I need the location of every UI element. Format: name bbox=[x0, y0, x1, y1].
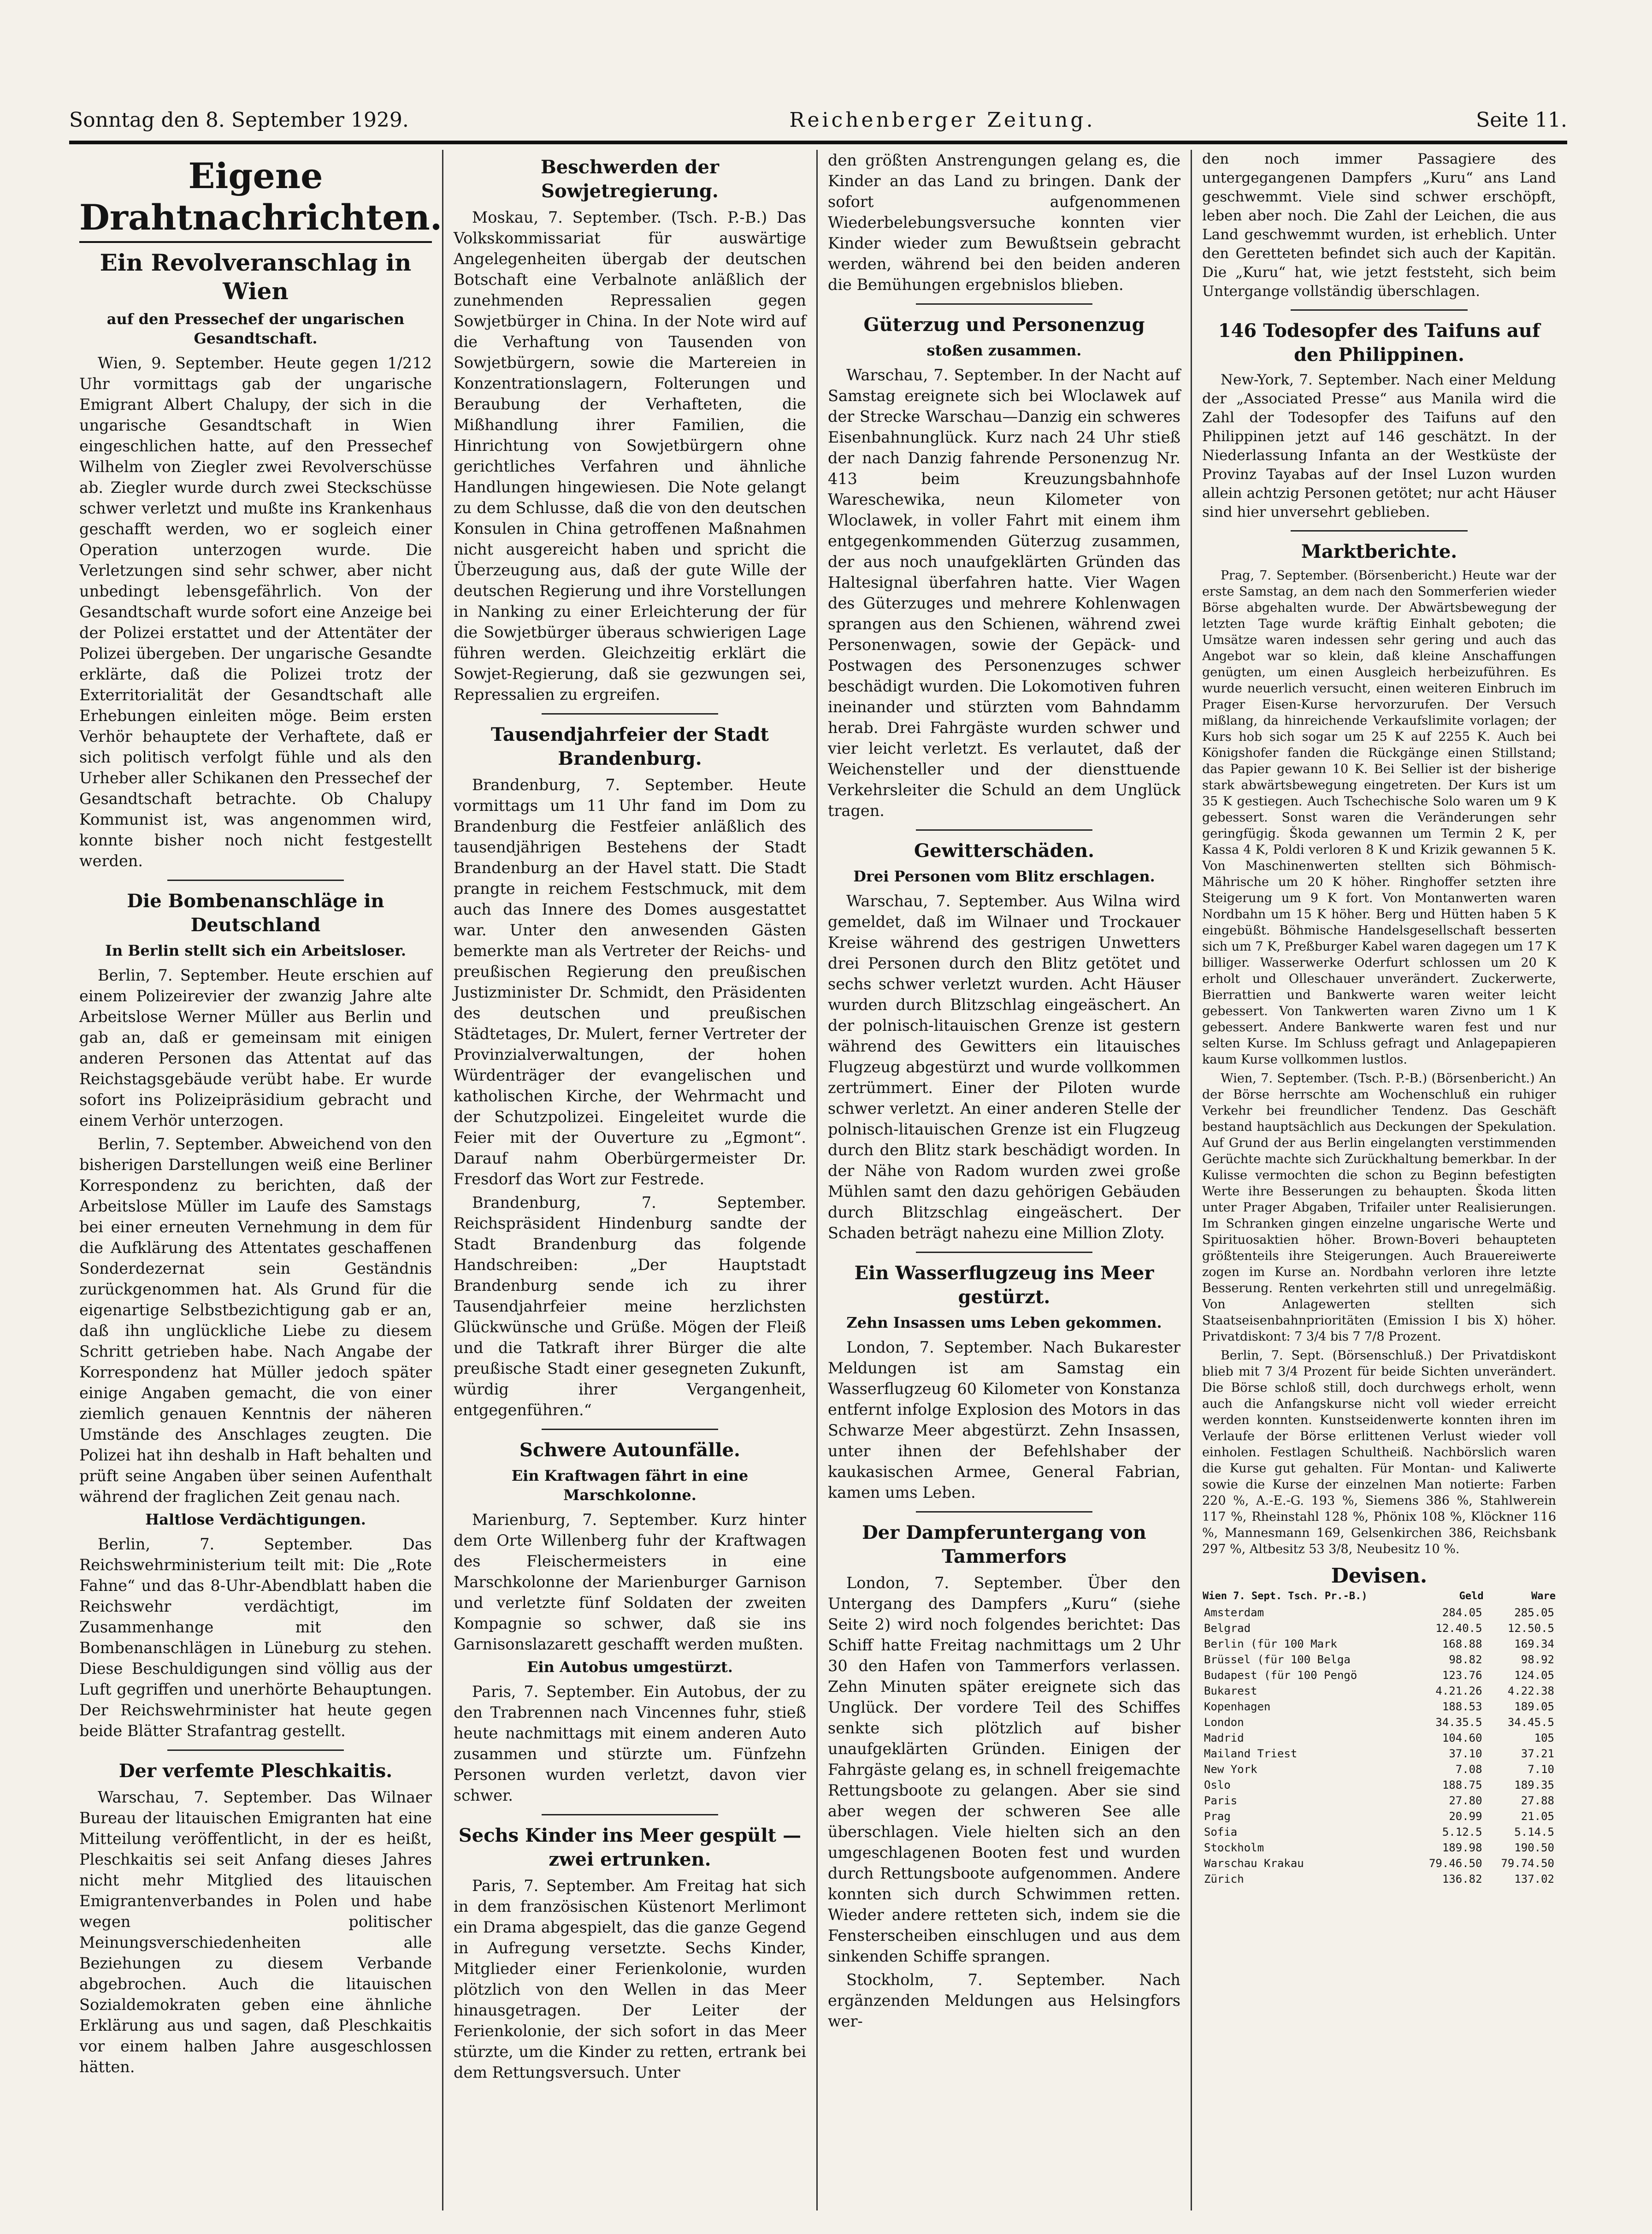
article-title: Der verfemte Pleschkaitis. bbox=[118, 1760, 393, 1782]
section-title: Eigene Drahtnachrichten. bbox=[79, 155, 432, 243]
devisen-currency: Bukarest bbox=[1204, 1684, 1257, 1697]
article-paragraph: New-York, 7. September. Nach einer Meldung der „Associated Presse“ aus Manila wird die Zahl der Todesopfer des Taifuns auf den Philippinen jetzt auf 146 geschätzt. In der Niederlassung Infanta an der Westküste der Provinz Tayabas auf der Insel Luzon wurden allein achtzig Personen getötet; nur acht Häuser sind hier unversehrt geblieben. bbox=[1202, 372, 1556, 520]
devisen-row bbox=[1202, 1824, 1556, 1840]
column-2 bbox=[443, 150, 818, 2210]
separator bbox=[1291, 309, 1468, 311]
devisen-row bbox=[1202, 1667, 1556, 1683]
article-paragraph: Berlin, 7. September. Das Reichswehrministerium teilt mit: Die „Rote Fahne“ und das 8-Uhr-Abendblatt haben die Reichswehr verdächtigt, im Zusammenhange mit den Bombenanschlägen in Lüneburg zu stehen. Diese Beschuldigungen sind völlig aus der Luft gegriffen und unerhörte Behauptungen. Der Reichswehrminister hat heute gegen beide Blätter Strafantrag gestellt. bbox=[79, 1535, 432, 1740]
article-paragraph: den größten Anstrengungen gelang es, die Kinder an das Land zu bringen. Dank der sofort aufgenommenen Wiederbelebungsversuche konnten vier Kinder wieder zum Bewußtsein gebracht werden, während bei den beiden anderen die Bemühungen ergebnislos blieben. bbox=[828, 151, 1180, 294]
devisen-header: Geld bbox=[1459, 1590, 1484, 1602]
article-title: Marktberichte. bbox=[1301, 541, 1457, 562]
article-paragraph: Prag, 7. September. (Börsenbericht.) Heute war der erste Samstag, an dem nach den Sommerferien wieder Börse abgehalten wurde. Der Abwärtsbewegung der letzten Tage wurde kräftig Einhalt geboten; die Umsätze waren indessen sehr gering und auch das Angebot war so klein, daß kleine Anschaffungen genügten, um einen Ausgleich herbeizuführen. Es wurde neuerlich versucht, einen weiteren Einbruch im Prager Eisen-Kurse hervorzurufen. Der Versuch mißlang, da hinreichende Verkaufslimite vorlagen; der Kurs hob sich sogar um 25 K auf 2255 K. Auch bei Königshofer fanden die Rückgänge einen Stillstand; das Papier gewann 10 K. Bei Sellier ist der bisherige stark abwärtsbewegung eingetreten. Der Kurs ist um 35 K gestiegen. Auch Tschechische Solo waren um 9 K gebessert. Sonst waren die Veränderungen sehr geringfügig. Škoda gewannen um Termin 2 K, per Kassa 4 K, Poldi verloren 8 K und Krizik gewannen 5 K. Von Maschinenwerten stellten sich Böhmisch-Mährische um 20 K höher. Ringhoffer setzten ihre Steigerung um 9 K fort. Von Montanwerten waren Nordbahn um 15 K höher. Berg und Hütten haben 5 K eingebüßt. Böhmische Handelsgesellschaft besserten sich um 7 K, Preßburger Kabel waren dagegen um 17 K billiger. Wasserwerke Oderfurt schlossen um 20 K erholt und Olleschauer unverändert. Zuckerwerte, Bierrattien und Bankwerte waren weiter leicht gebessert. Von Tankwerten waren Zivno um 1 K gebessert. Andere Bankwerte waren fest und nur selten Kurse. Im Schluss gefragt und Anlagepapieren kaum Kurse vollkommen lustlos. bbox=[1202, 568, 1556, 1067]
article-paragraph: Brandenburg, 7. September. Heute vormittags um 11 Uhr fand im Dom zu Brandenburg die Festfeier anläßlich des tausendjährigen Bestehens der Stadt Brandenburg an der Havel statt. Die Stadt prangte in reichem Festschmuck, mit dem auch das Innere des Domes ausgestattet war. Unter den anwesenden Gästen bemerkte man als Vertreter der Reichs- und preußischen Regierung den preußischen Justizminister Dr. Schmidt, den Präsidenten des deutschen und preußischen Städtetages, Dr. Mulert, ferner Vertreter der Provinzialverwaltungen, der hohen Würdenträger der evangelischen und katholischen Kirche, der Wehrmacht und der Schutzpolizei. Eingeleitet wurde die Feier mit der Ouverture zu „Egmont“. Darauf nahm Oberbürgermeister Dr. Fresdorf das Wort zur Festrede. bbox=[454, 776, 806, 1188]
devisen-row bbox=[1202, 1840, 1556, 1856]
article-subhead: Ein Autobus umgestürzt. bbox=[527, 1658, 733, 1676]
devisen-currency: Stockholm bbox=[1204, 1841, 1264, 1854]
devisen-ware: 12.50.5 bbox=[1507, 1622, 1554, 1635]
separator bbox=[916, 1511, 1092, 1513]
devisen-header: Ware bbox=[1531, 1590, 1556, 1602]
column-4 bbox=[1192, 150, 1566, 2210]
separator bbox=[542, 1814, 718, 1815]
article-paragraph: den noch immer Passagiere des untergegangenen Dampfers „Kuru“ ans Land geschwemmt. Viele sind schwer erschöpft, leben aber noch. Die Zahl der Leichen, die aus Land geschwemmt wurden, ist erheblich. Unter den Geretteten befindet sich auch der Kapitän. Die „Kuru“ hat, wie jetzt feststeht, sich beim Untergange vollständig überschlagen. bbox=[1202, 151, 1556, 300]
devisen-row bbox=[1202, 1652, 1556, 1667]
article-subtitle: Drei Personen vom Blitz erschlagen. bbox=[853, 868, 1155, 885]
article-paragraph: London, 7. September. Über den Untergang des Dampfers „Kuru“ (siehe Seite 2) wird noch folgendes berichtet: Das Schiff hatte Freitag nachmittags um 2 Uhr 30 den Hafen von Tammerfors verlassen. Zehn Minuten später ereignete sich das Unglück. Der vordere Teil des Schiffes senkte sich plötzlich auf bisher unaufgeklärten Gründen. Einigen der Fahrgäste gelang es, in schnell freigemachte Rettungsboote zu gelangen. Aber sie sind aber wegen der schweren See alle überschlagen. Viele hielten sich an den umgeschlagenen Booten fest und wurden durch Rettungsboote aufgenommen. Andere konnten sich durch Schwimmen retten. Wieder andere retteten sich, indem sie die Fensterscheiben einschlugen und aus dem sinkenden Schiffe sprangen. bbox=[828, 1574, 1180, 1965]
column-1 bbox=[69, 150, 443, 2210]
article-subtitle: Zehn Insassen ums Leben gekommen. bbox=[846, 1314, 1162, 1331]
article-paragraph: Paris, 7. September. Ein Autobus, der zu den Trabrennen nach Vincennes fuhr, stieß heute nachmittags mit einem anderen Auto zusammen und stürzte um. Fünfzehn Personen wurden verletzt, davon vier schwer. bbox=[454, 1683, 806, 1804]
devisen-ware: 189.05 bbox=[1514, 1700, 1554, 1713]
devisen-currency: Brüssel (für 100 Belga bbox=[1204, 1653, 1351, 1666]
devisen-currency: Berlin (für 100 Mark bbox=[1204, 1637, 1337, 1650]
separator bbox=[542, 713, 718, 715]
devisen-table bbox=[1202, 1588, 1556, 1887]
devisen-row bbox=[1202, 1714, 1556, 1730]
devisen-geld: 37.10 bbox=[1449, 1747, 1482, 1760]
article-paragraph: Warschau, 7. September. In der Nacht auf Samstag ereignete sich bei Wloclawek auf der Strecke Warschau—Danzig ein schweres Eisenbahnunglück. Kurz nach 24 Uhr stieß der nach Danzig fahrende Personenzug Nr. 413 beim Kreuzungsbahnhofe Wareschewika, neun Kilometer von Wloclawek, in voller Fahrt mit einem ihm entgegenkommenden Güterzug zusammen, der aus noch unaufgeklärten Gründen das Haltesignal überfahren hatte. Vier Wagen des Güterzuges und mehrere Kohlenwagen sprangen aus den Schienen, während zwei Personenwagen, sowie der Gepäck- und Postwagen des Personenzuges schwer beschädigt wurden. Die Lokomotiven fuhren ineinander und stürzten vom Bahndamm herab. Drei Fahrgäste wurden schwer und vier leicht verletzt. Es verlautet, daß der Weichensteller und der diensttuende Verkehrsleiter die Schuld an dem Unglück tragen. bbox=[828, 366, 1180, 820]
devisen-geld: 168.88 bbox=[1442, 1637, 1482, 1650]
separator bbox=[916, 303, 1092, 305]
article-paragraph: Moskau, 7. September. (Tsch. P.-B.) Das Volkskommissariat für auswärtige Angelegenheiten übergab der deutschen Botschaft eine Verbalnote anläßlich der zunehmenden Repressalien gegen Sowjetbürger in China. In der Note wird auf die Verhaftung von Tausenden von Sowjetbürgern, sowie die Martereien in Konzentrationslagern, Folterungen und Beraubung der Verhafteten, die Mißhandlung ihrer Familien, die Hinrichtung von Sowjetbürgern ohne gerichtliches Verfahren und ähnliche Handlungen hingewiesen. Die Note gelangt zu dem Schlusse, daß die von den deutschen Konsulen in China getroffenen Maßnahmen nicht ausgereicht haben und spricht die Überzeugung aus, daß der gute Wille der deutschen Regierung und ihre Vorstellungen in Nanking zu einer Erleichterung der für die Sowjetbürger überaus schwierigen Lage führen werden. Gleichzeitig erklärt die Sowjet-Regierung, daß sie gezwungen sei, Repressalien zu ergreifen. bbox=[454, 208, 806, 703]
devisen-ware: 137.02 bbox=[1514, 1873, 1554, 1885]
devisen-header: Wien 7. Sept. Tsch. Pr.-B.) bbox=[1203, 1590, 1368, 1602]
devisen-currency: Prag bbox=[1204, 1810, 1231, 1823]
devisen-currency: Oslo bbox=[1204, 1779, 1231, 1791]
article-paragraph: Berlin, 7. September. Heute erschien auf einem Polizeirevier der zwanzig Jahre alte Arbeitslose Werner Müller aus Berlin und gab an, daß er gemeinsam mit einigen anderen Personen das Attentat auf das Reichstagsgebäude verübt habe. Er wurde sofort ins Polizeipräsidium gebracht und einem Verhör unterzogen. bbox=[79, 966, 432, 1129]
separator bbox=[542, 1429, 718, 1430]
separator bbox=[916, 1252, 1092, 1253]
devisen-ware: 27.88 bbox=[1521, 1794, 1554, 1807]
article-title: Tausendjahrfeier der Stadt Brandenburg. bbox=[491, 724, 769, 769]
article-paragraph: Berlin, 7. September. Abweichend von den bisherigen Darstellungen weiß eine Berliner Korrespondenz zu berichten, daß der Arbeitslose Müller im Laufe des Samstags bei einer erneuten Vernehmung in dem für die Aufklärung des Attentates geschaffenen Sonderdezernat sein Geständnis zurückgenommen hat. Als Grund für die eigenartige Selbstbezichtigung gab er an, daß ihn unglückliche Liebe zu diesem Schritt getrieben habe. Nach Angabe der Korrespondenz hat Müller jedoch später einige Angaben gemacht, die von einer ziemlich genauen Kenntnis der näheren Umstände des Anschlages zeugten. Die Polizei hat ihn deshalb in Haft behalten und prüft seine Angaben über seinen Aufenthalt während der fraglichen Zeit genau nach. bbox=[79, 1135, 432, 1506]
devisen-row bbox=[1202, 1808, 1556, 1824]
devisen-ware: 37.21 bbox=[1521, 1747, 1554, 1760]
devisen-row bbox=[1202, 1793, 1556, 1808]
article-title: Ein Revolveranschlag in Wien bbox=[100, 249, 412, 305]
devisen-row bbox=[1202, 1856, 1556, 1871]
article-paragraph: Warschau, 7. September. Das Wilnaer Bureau der litauischen Emigranten hat eine Mitteilung veröffentlicht, in der es heißt, Pleschkaitis sei seit Anfang dieses Jahres nicht mehr Mitglied des litauischen Emigrantenverbandes in Polen und habe wegen politischer Meinungsverschiedenheiten alle Beziehungen zu diesem Verbande abgebrochen. Auch die litauischen Sozialdemokraten geben eine ähnliche Erklärung aus und sagen, daß Pleschkaitis vor einem halben Jahre ausgeschlossen hätten. bbox=[79, 1788, 432, 2076]
devisen-ware: 79.74.50 bbox=[1501, 1857, 1554, 1870]
article-paragraph: Berlin, 7. Sept. (Börsenschluß.) Der Privatdiskont blieb mit 7 3/4 Prozent für beide Sichten unverändert. Die Börse schloß still, doch durchwegs erholt, wenn auch die Anfangskurse nicht voll wieder erreicht werden konnten. Kunstseidenwerte konnten ihren im Verlaufe der Börse erlittenen Verlust wieder voll einholen. Festlagen Schultheiß. Nachbörslich waren die Kurse gut gehalten. Für Montan- und Kaliwerte sowie die Kurse der einzelnen Man notierte: Farben 220 %, A.-E.-G. 193 %, Siemens 386 %, Stahlwerein 117 %, Rheinstahl 128 %, Phönix 108 %, Klöckner 116 %, Mannesmann 169, Gelsenkirchen 386, Reichsbank 297 %, Altbesitz 53 3/8, Neubesitz 10 %. bbox=[1202, 1348, 1556, 1556]
article-title: Der Dampferuntergang von Tammerfors bbox=[862, 1522, 1146, 1567]
devisen-currency: Amsterdam bbox=[1204, 1606, 1264, 1619]
devisen-geld: 189.98 bbox=[1442, 1841, 1482, 1854]
article-paragraph: Warschau, 7. September. Aus Wilna wird gemeldet, daß im Wilnaer und Trockauer Kreise während des gestrigen Unwetters drei Personen durch den Blitz getötet und sechs schwer verletzt wurden. Acht Häuser wurden durch Blitzschlag eingeäschert. An der polnisch-litauischen Grenze ist gestern während des Gewitters ein litauisches Flugzeug abgestürzt und wurde vollkommen zertrümmert. Einer der Piloten wurde schwer verletzt. An einer anderen Stelle der polnisch-litauischen Grenze ist ein Flugzeug durch den Blitz stark beschädigt worden. In der Nähe von Radom wurden zwei große Mühlen samt den dazu gehörigen Gebäuden durch Blitzschlag eingeäschert. Der Schaden beträgt nahezu eine Million Zloty. bbox=[828, 892, 1180, 1242]
devisen-currency: Warschau Krakau bbox=[1204, 1857, 1304, 1870]
devisen-ware: 4.22.38 bbox=[1507, 1684, 1554, 1697]
page-number: Seite 11. bbox=[1476, 108, 1567, 132]
article-paragraph: Paris, 7. September. Am Freitag hat sich in dem französischen Küstenort Merlimont ein Drama abgespielt, das die ganze Gegend in Aufregung versetzte. Sechs Kinder, Mitglieder einer Ferienkolonie, wurden plötzlich von den Wellen in das Meer hinausgetragen. Der Leiter der Ferienkolonie, der sich sofort in das Meer stürzte, um die Kinder zu retten, ertrank bei dem Rettungsversuch. Unter bbox=[454, 1877, 806, 2081]
devisen-geld: 34.35.5 bbox=[1435, 1716, 1482, 1729]
article-subhead: Haltlose Verdächtigungen. bbox=[145, 1511, 366, 1528]
issue-date: Sonntag den 8. September 1929. bbox=[69, 108, 409, 132]
devisen-ware: 124.05 bbox=[1514, 1669, 1554, 1682]
devisen-currency: Sofia bbox=[1204, 1826, 1238, 1838]
devisen-ware: 285.05 bbox=[1514, 1606, 1554, 1619]
devisen-currency: London bbox=[1204, 1716, 1244, 1729]
article-title: Ein Wasserflugzeug ins Meer gestürzt. bbox=[854, 1262, 1154, 1308]
devisen-rows bbox=[1202, 1605, 1556, 1887]
devisen-ware: 190.50 bbox=[1514, 1841, 1554, 1854]
devisen-header-row bbox=[1202, 1588, 1556, 1605]
devisen-ware: 5.14.5 bbox=[1514, 1826, 1554, 1838]
devisen-currency: Mailand Triest bbox=[1204, 1747, 1298, 1760]
article-title: Sechs Kinder ins Meer gespült — zwei ertrunken. bbox=[458, 1825, 802, 1870]
article-paragraph: Wien, 7. September. (Tsch. P.-B.) (Börsenbericht.) An der Börse herrschte am Wochenschluß ein ruhiger Verkehr bei freundlicher Tendenz. Das Geschäft bestand hauptsächlich aus Deckungen der Spekulation. Auf Grund der aus Berlin eingelangten verstimmenden Gerüchte machte sich Zurückhaltung bemerkbar. In der Kulisse vermochten die schon zu Beginn befestigten Werte ihre Besserungen zu behaupten. Škoda litten unter Prager Abgaben, Trifailer unter Realisierungen. Im Schranken gingen einzelne ungarische Werte und Spirituosaktien höher. Brown-Boveri behaupteten größtenteils ihre Steigerungen. Auch Brauereiwerte zogen im Kurse an. Nordbahn verloren ihre letzte Besserung. Renten verkehrten still und unregelmäßig. Von Anlagewerten stellten sich Staatseisenbahnprioritäten (Emission I bis X) höher. Privatdiskont: 7 3/4 bis 7 7/8 Prozent. bbox=[1202, 1071, 1556, 1344]
devisen-geld: 284.05 bbox=[1442, 1606, 1482, 1619]
devisen-geld: 188.75 bbox=[1442, 1779, 1482, 1791]
devisen-geld: 136.82 bbox=[1442, 1873, 1482, 1885]
separator bbox=[916, 829, 1092, 831]
article-subtitle: Ein Kraftwagen fährt in eine Marschkolonne. bbox=[511, 1467, 749, 1504]
devisen-geld: 188.53 bbox=[1442, 1700, 1482, 1713]
devisen-row bbox=[1202, 1683, 1556, 1699]
devisen-row bbox=[1202, 1620, 1556, 1636]
article-title: Beschwerden der Sowjetregierung. bbox=[540, 156, 720, 202]
article-title: 146 Todesopfer des Taifuns auf den Philippinen. bbox=[1218, 320, 1540, 366]
devisen-row bbox=[1202, 1605, 1556, 1620]
separator bbox=[167, 1749, 344, 1751]
page-header bbox=[69, 99, 1567, 141]
article-paragraph: London, 7. September. Nach Bukarester Meldungen ist am Samstag ein Wasserflugzeug 60 Kilometer von Konstanza entfernt infolge Explosion des Motors in das Schwarze Meer abgestürzt. Zehn Insassen, unter ihnen der Befehlshaber der kaukasischen Armee, General Fabrian, kamen ums Leben. bbox=[828, 1338, 1180, 1501]
devisen-row bbox=[1202, 1746, 1556, 1761]
devisen-currency: Kopenhagen bbox=[1204, 1700, 1271, 1713]
separator bbox=[167, 880, 344, 881]
masthead: Reichenberger Zeitung. bbox=[789, 108, 1096, 132]
devisen-row bbox=[1202, 1777, 1556, 1793]
article-subtitle: In Berlin stellt sich ein Arbeitsloser. bbox=[105, 942, 407, 959]
article-subtitle: stoßen zusammen. bbox=[926, 342, 1082, 359]
devisen-row bbox=[1202, 1730, 1556, 1746]
devisen-geld: 104.60 bbox=[1442, 1732, 1482, 1744]
devisen-ware: 98.92 bbox=[1521, 1653, 1554, 1666]
devisen-row bbox=[1202, 1636, 1556, 1652]
article-paragraph: Wien, 9. September. Heute gegen 1/212 Uhr vormittags gab der ungarische Emigrant Albert Chalupy, der sich in die ungarische Gesandtschaft in Wien eingeschlichen hatte, auf den Pressechef Wilhelm von Ziegler zwei Revolverschüsse ab. Ziegler wurde durch zwei Steckschüsse schwer verletzt und mußte ins Krankenhaus geschafft werden, wo er sogleich einer Operation unterzogen wurde. Die Verletzungen sind sehr schwer, aber nicht unbedingt lebensgefährlich. Von der Gesandtschaft wurde sofort eine Anzeige bei der Polizei erstattet und der Attentäter der Polizei übergeben. Der ungarische Gesandte erklärte, daß die Polizei trotz der Exterritorialität der Gesandtschaft alle Erhebungen einleiten möge. Beim ersten Verhör behauptete der Verhaftete, daß er sich politisch verfolgt fühle und als den Urheber aller Schikanen den Pressechef der Gesandtschaft betrachte. Ob Chalupy Kommunist ist, was angenommen wird, konnte bisher noch nicht festgestellt werden. bbox=[79, 354, 432, 870]
devisen-geld: 123.76 bbox=[1442, 1669, 1482, 1682]
article-title: Schwere Autounfälle. bbox=[519, 1439, 740, 1461]
column-3 bbox=[818, 150, 1192, 2210]
devisen-geld: 79.46.50 bbox=[1428, 1857, 1482, 1870]
devisen-geld: 98.82 bbox=[1449, 1653, 1482, 1666]
devisen-currency: Paris bbox=[1204, 1794, 1238, 1807]
devisen-geld: 5.12.5 bbox=[1442, 1826, 1482, 1838]
devisen-row bbox=[1202, 1761, 1556, 1777]
devisen-geld: 4.21.26 bbox=[1435, 1684, 1482, 1697]
article-paragraph: Brandenburg, 7. September. Reichspräsident Hindenburg sandte der Stadt Brandenburg das folgende Handschreiben: „Der Hauptstadt Brandenburg sende ich zu ihrer Tausendjahrfeier meine herzlichsten Glückwünsche und Grüße. Mögen der Fleiß und die Tatkraft ihrer Bürger die alte preußische Stadt einer gesegneten Zukunft, würdig ihrer Vergangenheit, entgegenführen.“ bbox=[454, 1194, 806, 1419]
devisen-title: Devisen. bbox=[1331, 1564, 1428, 1588]
header-rule bbox=[69, 141, 1567, 144]
article-paragraph: Stockholm, 7. September. Nach ergänzenden Meldungen aus Helsingfors wer- bbox=[828, 1971, 1180, 2030]
separator bbox=[1291, 530, 1468, 532]
article-title: Gewitterschäden. bbox=[914, 840, 1094, 862]
devisen-ware: 169.34 bbox=[1514, 1637, 1554, 1650]
article-subtitle: auf den Pressechef der ungarischen Gesandtschaft. bbox=[106, 310, 405, 347]
article-columns bbox=[69, 150, 1567, 2210]
devisen-geld: 20.99 bbox=[1449, 1810, 1482, 1823]
devisen-currency: Belgrad bbox=[1204, 1622, 1251, 1635]
devisen-currency: Budapest (für 100 Pengö bbox=[1204, 1669, 1357, 1682]
devisen-geld: 27.80 bbox=[1449, 1794, 1482, 1807]
devisen-currency: Zürich bbox=[1204, 1873, 1244, 1885]
article-paragraph: Marienburg, 7. September. Kurz hinter dem Orte Willenberg fuhr der Kraftwagen des Fleischermeisters in eine Marschkolonne der Marienburger Garnison und verletzte fünf Soldaten der zweiten Kompagnie so schwer, daß sie ins Garnisonslazarett geschafft werden mußten. bbox=[454, 1511, 806, 1653]
devisen-ware: 189.35 bbox=[1514, 1779, 1554, 1791]
devisen-ware: 21.05 bbox=[1521, 1810, 1554, 1823]
devisen-ware: 34.45.5 bbox=[1507, 1716, 1554, 1729]
devisen-row bbox=[1202, 1699, 1556, 1714]
article-title: Die Bombenanschläge in Deutschland bbox=[127, 890, 384, 936]
devisen-currency: New York bbox=[1204, 1763, 1257, 1776]
devisen-geld: 7.08 bbox=[1455, 1763, 1482, 1776]
devisen-row bbox=[1202, 1871, 1556, 1887]
devisen-ware: 7.10 bbox=[1528, 1763, 1554, 1776]
article-title: Güterzug und Personenzug bbox=[863, 314, 1145, 336]
devisen-geld: 12.40.5 bbox=[1435, 1622, 1482, 1635]
devisen-ware: 105 bbox=[1534, 1732, 1554, 1744]
devisen-currency: Madrid bbox=[1204, 1732, 1244, 1744]
